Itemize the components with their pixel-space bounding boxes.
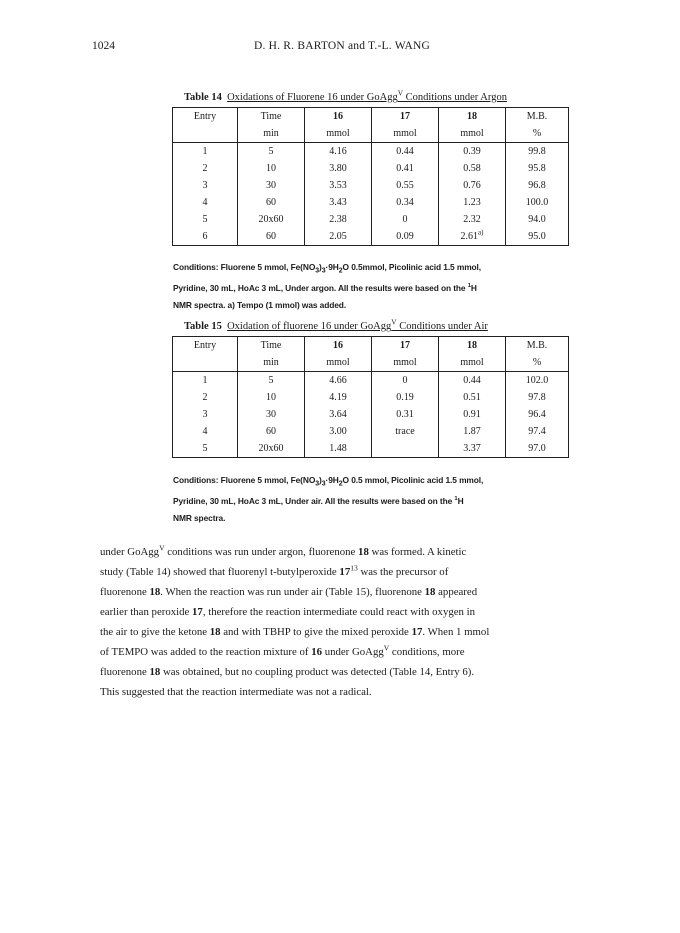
table-row [173,211,569,228]
table-cell: 10 [238,389,305,406]
table-15-conditions [173,472,483,527]
table15-header-1: Time [238,337,305,355]
table-cell: 3 [173,177,238,194]
table-cell: 95.0 [506,228,569,246]
table-cell: 5 [173,211,238,228]
table-cell: 99.8 [506,143,569,161]
table-cell: 96.8 [506,177,569,194]
page-number: 1024 [92,40,115,52]
table-15-title: Oxidation of fluorene 16 under GoAgg$^V$ Conditions under Air [227,317,488,332]
table-cell: 0 [372,372,439,390]
table15-header-0: Entry [173,337,238,355]
table-row [173,440,569,458]
table-14-conditions [173,259,481,314]
table-cell: 0.58 [439,160,506,177]
table14-header-0: Entry [173,108,238,126]
table-cell: 3 [173,406,238,423]
table14-conditions-line: Conditions: Fluorene 5 mmol, $Fe(NO_3)_3\cdot 9H_2O$ 0.5mmol, Picolinic acid 1.5 mmol, [173,262,482,275]
table14-conditions-line: Pyridine, 30 mL, HoAc 3 mL, Under argon. All the results were based on the $^1$H [173,282,477,293]
table-cell: 0.34 [372,194,439,211]
table-cell: 0.41 [372,160,439,177]
table-cell [372,440,439,458]
body-line: under GoAgg$^V$ conditions was run under argon, fluorenone 18 was formed. A kinetic [100,543,467,558]
table-cell: 0.44 [372,143,439,161]
table-cell: 102.0 [506,372,569,390]
table-cell: 0.51 [439,389,506,406]
table-cell: 6 [173,228,238,246]
table-cell: 4.16 [305,143,372,161]
table15-unit-1: min [238,354,305,372]
table15-conditions-line: Conditions: Fluorene 5 mmol, $Fe(NO_3)_3\cdot 9H_2O$ 0.5 mmol, Picolinic acid 1.5 mmol, [173,475,484,488]
table-cell: 4.19 [305,389,372,406]
table-cell: 96.4 [506,406,569,423]
table-cell: 20x60 [238,211,305,228]
table15-unit-2: mmol [305,354,372,372]
table-14-caption [184,88,507,103]
table-row [173,423,569,440]
table14-unit-2: mmol [305,125,372,143]
table15-header-2: 16 [305,337,372,355]
table14-header-3: 17 [372,108,439,126]
table-cell: 3.37 [439,440,506,458]
table-cell: 5 [238,143,305,161]
table-cell: 97.0 [506,440,569,458]
table-cell: 30 [238,406,305,423]
table14-unit-1: min [238,125,305,143]
table-cell: 0.44 [439,372,506,390]
table-cell: 5 [173,440,238,458]
table-row [173,228,569,246]
table-cell: 0.55 [372,177,439,194]
table-cell: 1 [173,143,238,161]
table-cell: 4.66 [305,372,372,390]
table-cell: 3.64 [305,406,372,423]
body-line: fluorenone 18 was obtained, but no coupling product was detected (Table 14, Entry 6). [100,666,475,678]
table14-header-1: Time [238,108,305,126]
table-cell: 2 [173,389,238,406]
table-cell: 0.76 [439,177,506,194]
table-14 [172,107,569,246]
table-15-caption [184,317,488,332]
table-cell: 3.00 [305,423,372,440]
table-cell: 0.31 [372,406,439,423]
table-cell: 100.0 [506,194,569,211]
table14-conditions-line: NMR spectra. a) Tempo (1 mmol) was added. [173,299,347,310]
table-cell: 95.8 [506,160,569,177]
table-cell: 4 [173,423,238,440]
table14-header-4: 18 [439,108,506,126]
table-row [173,143,569,161]
table-row [173,406,569,423]
table-row [173,194,569,211]
table15-header-5: M.B. [506,337,569,355]
table-row [173,389,569,406]
table15-conditions-line: Pyridine, 30 mL, HoAc 3 mL, Under air. All the results were based on the $^1$H [173,495,464,506]
table-cell: 4 [173,194,238,211]
body-line: the air to give the ketone 18 and with TBHP to give the mixed peroxide 17. When 1 mmol [100,626,490,638]
body-line: study (Table 14) showed that fluorenyl t-butylperoxide $17^{13}$ was the precursor of [100,563,449,578]
table-cell: 3.43 [305,194,372,211]
table-cell: trace [372,423,439,440]
table-15 [172,336,569,458]
table-cell: 3.80 [305,160,372,177]
table-cell: 2.61$^{a)}$ [439,228,506,246]
table15-unit-5: % [506,354,569,372]
table-cell: 0.09 [372,228,439,246]
table-row [173,177,569,194]
table-cell: 20x60 [238,440,305,458]
table-14-title: Oxidations of Fluorene 16 under GoAgg$^V$ Conditions under Argon [227,88,507,103]
table14-unit-5: % [506,125,569,143]
table-cell: 97.4 [506,423,569,440]
table-cell: 5 [238,372,305,390]
table-cell: 1 [173,372,238,390]
table-cell: 0 [372,211,439,228]
table-cell: 2.32 [439,211,506,228]
table15-conditions-line: NMR spectra. [173,512,226,523]
body-line: of TEMPO was added to the reaction mixture of 16 under GoAgg$^V$ conditions, more [100,643,465,658]
table15-header-4: 18 [439,337,506,355]
table-row [173,372,569,390]
table-cell: 0.91 [439,406,506,423]
table-cell: 1.23 [439,194,506,211]
table-cell: 0.39 [439,143,506,161]
table14-unit-3: mmol [372,125,439,143]
table-cell: 0.19 [372,389,439,406]
table14-header-5: M.B. [506,108,569,126]
table-cell: 1.87 [439,423,506,440]
running-title: D. H. R. BARTON and T.-L. WANG [254,40,430,52]
table-15-label: Table 15 [184,321,222,332]
table15-unit-3: mmol [372,354,439,372]
table15-unit-4: mmol [439,354,506,372]
body-text [100,542,582,702]
body-line: earlier than peroxide 17, therefore the reaction intermediate could react with oxygen in [100,606,476,618]
table15-unit-0 [173,354,238,372]
table14-unit-4: mmol [439,125,506,143]
table14-header-2: 16 [305,108,372,126]
table-cell: 30 [238,177,305,194]
table-cell: 2.38 [305,211,372,228]
table-14-label: Table 14 [184,92,222,103]
table-cell: 60 [238,194,305,211]
table-cell: 60 [238,228,305,246]
table-cell: 94.0 [506,211,569,228]
table-cell: 97.8 [506,389,569,406]
table-cell: 2 [173,160,238,177]
body-line: fluorenone 18. When the reaction was run under air (Table 15), fluorenone 18 appeared [100,586,478,598]
table14-unit-0 [173,125,238,143]
page-header [92,40,592,54]
table-cell: 2.05 [305,228,372,246]
table-row [173,160,569,177]
body-line: This suggested that the reaction intermediate was not a radical. [100,686,372,698]
table-cell: 60 [238,423,305,440]
table-cell: 3.53 [305,177,372,194]
table15-header-3: 17 [372,337,439,355]
table-cell: 10 [238,160,305,177]
table-cell: 1.48 [305,440,372,458]
